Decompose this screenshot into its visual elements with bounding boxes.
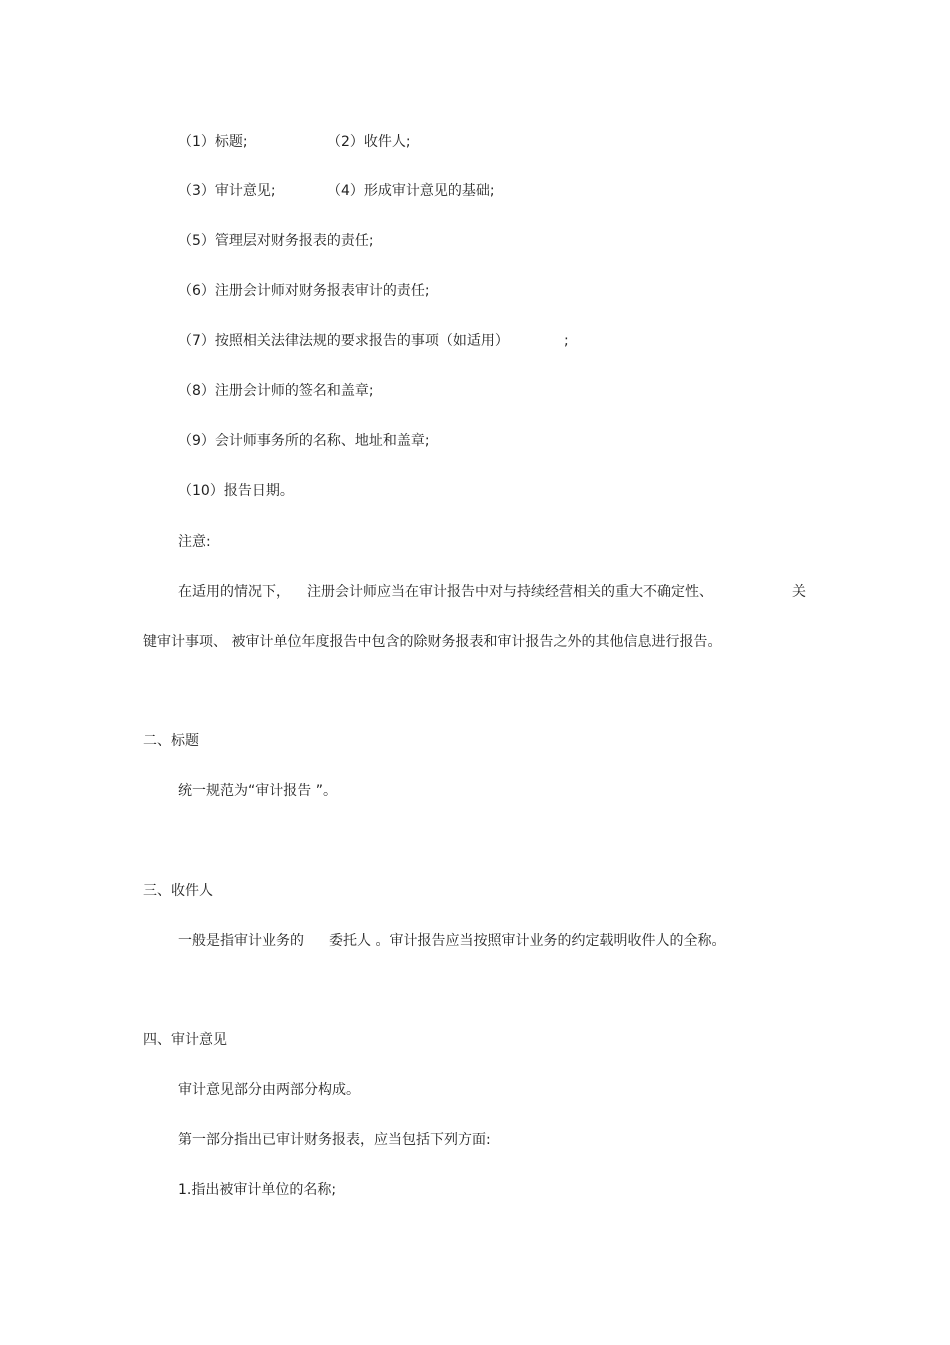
section-heading-title: 二、标题 — [143, 733, 199, 749]
list-item-report-date: （10）报告日期。 — [178, 483, 294, 499]
section-heading-audit-opinion: 四、审计意见 — [143, 1032, 227, 1048]
section-title-body: 统一规范为“审计报告 ”。 — [178, 783, 337, 799]
note-paragraph-continuation: 键审计事项、 被审计单位年度报告中包含的除财务报表和审计报告之外的其他信息进行报告。 — [143, 634, 722, 650]
list-item-audit-opinion: （3）审计意见; — [178, 183, 276, 199]
list-item-management-responsibility: （5）管理层对财务报表的责任; — [178, 233, 374, 249]
section-recipient-body-part-2: 委托人 。审计报告应当按照审计业务的约定载明收件人的全称。 — [329, 933, 726, 949]
list-item-auditor-responsibility: （6）注册会计师对财务报表审计的责任; — [178, 283, 430, 299]
list-item-legal-reporting: （7）按照相关法律法规的要求报告的事项（如适用） — [178, 333, 509, 349]
note-label: 注意: — [178, 534, 211, 550]
note-paragraph-part-1: 在适用的情况下， — [178, 584, 290, 600]
list-item-recipient: （2）收件人; — [327, 134, 411, 150]
note-paragraph-part-3: 关 — [792, 584, 806, 600]
list-item-title: （1）标题; — [178, 134, 248, 150]
list-item-signature: （8）注册会计师的签名和盖章; — [178, 383, 374, 399]
note-paragraph-part-2: 注册会计师应当在审计报告中对与持续经营相关的重大不确定性、 — [307, 584, 713, 600]
list-item-opinion-basis: （4）形成审计意见的基础; — [327, 183, 495, 199]
section-recipient-body-part-1: 一般是指审计业务的 — [178, 933, 304, 949]
section-opinion-paragraph-3: 1.指出被审计单位的名称; — [178, 1182, 337, 1198]
section-opinion-paragraph-1: 审计意见部分由两部分构成。 — [178, 1082, 360, 1098]
list-item-firm-info: （9）会计师事务所的名称、地址和盖章; — [178, 433, 430, 449]
section-heading-recipient: 三、收件人 — [143, 883, 213, 899]
list-item-legal-reporting-semicolon: ; — [564, 333, 569, 349]
section-opinion-paragraph-2: 第一部分指出已审计财务报表，应当包括下列方面: — [178, 1132, 491, 1148]
